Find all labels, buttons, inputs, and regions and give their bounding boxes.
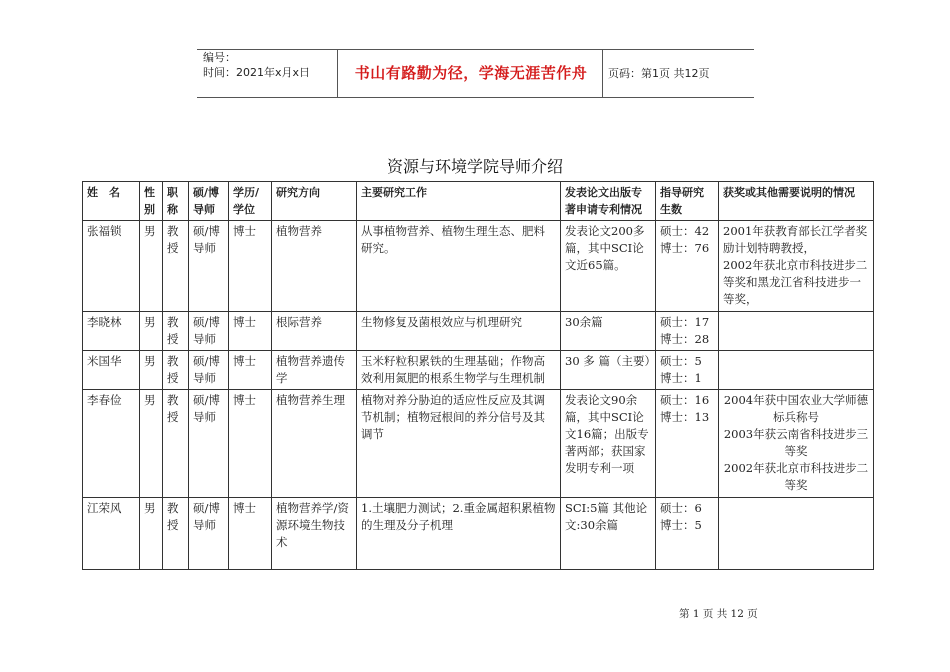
cell-tutor: 硕/博导师 bbox=[189, 498, 229, 570]
cell-title: 教授 bbox=[163, 498, 189, 570]
cell-name: 李晓林 bbox=[83, 312, 140, 351]
table-header-row bbox=[83, 182, 874, 221]
cell-students bbox=[656, 498, 719, 570]
cell-work: 1.土壤肥力测试；2.重金属超积累植物的生理及分子机理 bbox=[357, 498, 561, 570]
cell-students bbox=[656, 221, 719, 312]
award-item: 2002年获北京市科技进步二等奖和黑龙江省科技进步一等奖， bbox=[723, 258, 868, 306]
cell-gender: 男 bbox=[140, 498, 163, 570]
students-master: 硕士：6 bbox=[660, 501, 702, 515]
students-master: 硕士：42 bbox=[660, 224, 710, 238]
cell-work: 植物对养分胁迫的适应性反应及其调节机制；植物冠根间的养分信号及其调节 bbox=[357, 390, 561, 498]
col-header-degree: 学历/学位 bbox=[229, 182, 272, 221]
students-master: 硕士：5 bbox=[660, 354, 702, 368]
cell-direction: 植物营养 bbox=[272, 221, 357, 312]
cell-awards bbox=[719, 498, 874, 570]
cell-students bbox=[656, 312, 719, 351]
students-doctor: 博士：1 bbox=[660, 371, 702, 385]
cell-papers: 30 多 篇（主要） bbox=[561, 351, 656, 390]
cell-awards bbox=[719, 221, 874, 312]
cell-name: 张福锁 bbox=[83, 221, 140, 312]
header-motto: 书山有路勤为径，学海无涯苦作舟 bbox=[354, 64, 588, 82]
cell-tutor: 硕/博导师 bbox=[189, 312, 229, 351]
students-doctor: 博士：13 bbox=[660, 410, 710, 424]
col-header-awards: 获奖或其他需要说明的情况 bbox=[719, 182, 874, 221]
cell-tutor: 硕/博导师 bbox=[189, 390, 229, 498]
students-master: 硕士：16 bbox=[660, 393, 710, 407]
cell-work: 从事植物营养、植物生理生态、肥料研究。 bbox=[357, 221, 561, 312]
header-divider-right bbox=[602, 49, 603, 97]
table-row bbox=[83, 351, 874, 390]
col-header-papers: 发表论文出版专著申请专利情况 bbox=[561, 182, 656, 221]
cell-name: 米国华 bbox=[83, 351, 140, 390]
cell-degree: 博士 bbox=[229, 351, 272, 390]
cell-degree: 博士 bbox=[229, 390, 272, 498]
cell-gender: 男 bbox=[140, 221, 163, 312]
students-doctor: 博士：5 bbox=[660, 518, 702, 532]
cell-title: 教授 bbox=[163, 390, 189, 498]
col-header-work: 主要研究工作 bbox=[357, 182, 561, 221]
cell-gender: 男 bbox=[140, 312, 163, 351]
award-item: 2004年获中国农业大学师德标兵称号 bbox=[723, 393, 869, 424]
students-master: 硕士：17 bbox=[660, 315, 710, 329]
award-item: 2003年获云南省科技进步三等奖 bbox=[723, 427, 869, 458]
col-header-title: 职称 bbox=[163, 182, 189, 221]
cell-papers: 发表论文200多篇，其中SCI论文近65篇。 bbox=[561, 221, 656, 312]
cell-gender: 男 bbox=[140, 390, 163, 498]
cell-title: 教授 bbox=[163, 312, 189, 351]
col-header-gender: 性别 bbox=[140, 182, 163, 221]
cell-work: 生物修复及菌根效应与机理研究 bbox=[357, 312, 561, 351]
document-time-label: 时间：2021年x月x日 bbox=[203, 66, 311, 79]
students-doctor: 博士：28 bbox=[660, 332, 710, 346]
page-title: 资源与环境学院导师介绍 bbox=[386, 157, 563, 176]
cell-direction: 根际营养 bbox=[272, 312, 357, 351]
col-header-name: 姓 名 bbox=[83, 182, 140, 221]
cell-papers: 发表论文90余篇，其中SCI论文16篇；出版专著两部；获国家发明专利一项 bbox=[561, 390, 656, 498]
header-divider-left bbox=[337, 49, 338, 97]
cell-name: 江荣风 bbox=[83, 498, 140, 570]
page-footer: 第 1 页 共 12 页 bbox=[679, 608, 758, 620]
students-doctor: 博士：76 bbox=[660, 241, 710, 255]
cell-gender: 男 bbox=[140, 351, 163, 390]
table-row bbox=[83, 312, 874, 351]
cell-work: 玉米籽粒积累铁的生理基础；作物高效利用氮肥的根系生物学与生理机制 bbox=[357, 351, 561, 390]
cell-students bbox=[656, 390, 719, 498]
cell-direction: 植物营养学/资源环境生物技术 bbox=[272, 498, 357, 570]
award-item: 2001年获教育部长江学者奖励计划特聘教授， bbox=[723, 224, 868, 255]
col-header-students: 指导研究生数 bbox=[656, 182, 719, 221]
cell-tutor: 硕/博导师 bbox=[189, 221, 229, 312]
cell-title: 教授 bbox=[163, 221, 189, 312]
award-item: 2002年获北京市科技进步二等奖 bbox=[723, 461, 869, 492]
cell-students bbox=[656, 351, 719, 390]
cell-name: 李春俭 bbox=[83, 390, 140, 498]
cell-degree: 博士 bbox=[229, 312, 272, 351]
header-bottom-rule bbox=[197, 97, 754, 98]
cell-title: 教授 bbox=[163, 351, 189, 390]
cell-awards bbox=[719, 312, 874, 351]
cell-direction: 植物营养遗传学 bbox=[272, 351, 357, 390]
advisor-table bbox=[82, 181, 874, 570]
cell-degree: 博士 bbox=[229, 221, 272, 312]
col-header-direction: 研究方向 bbox=[272, 182, 357, 221]
cell-tutor: 硕/博导师 bbox=[189, 351, 229, 390]
header-meta bbox=[203, 50, 310, 80]
table-row bbox=[83, 498, 874, 570]
document-number-label: 编号： bbox=[203, 51, 236, 64]
cell-awards bbox=[719, 390, 874, 498]
cell-degree: 博士 bbox=[229, 498, 272, 570]
cell-awards bbox=[719, 351, 874, 390]
cell-papers: 30余篇 bbox=[561, 312, 656, 351]
cell-papers: SCI:5篇 其他论文:30余篇 bbox=[561, 498, 656, 570]
table-row bbox=[83, 390, 874, 498]
col-header-tutor: 硕/博导师 bbox=[189, 182, 229, 221]
cell-direction: 植物营养生理 bbox=[272, 390, 357, 498]
table-row bbox=[83, 221, 874, 312]
header-page-label: 页码：第1页 共12页 bbox=[608, 67, 710, 80]
